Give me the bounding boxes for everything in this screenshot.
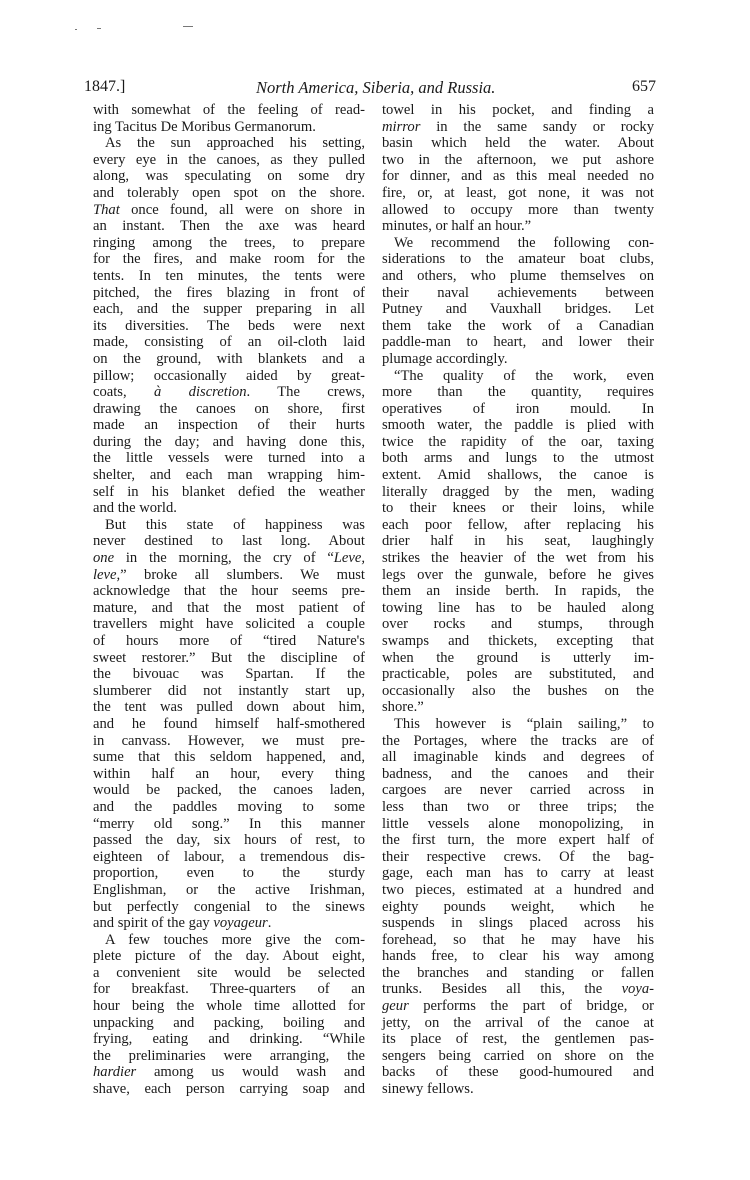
text-line: made, consisting of an oil-cloth laid <box>93 334 365 351</box>
text-line: eighteen of labour, a tremendous dis- <box>93 848 365 865</box>
text-line: two pieces, estimated at a hundred and <box>382 881 654 898</box>
text-line: sume that this seldom happened, and, <box>93 749 365 766</box>
text-line: That once found, all were on shore in <box>93 201 365 218</box>
text-line: twice the rapidity of the oar, taxing <box>382 433 654 450</box>
text-line: two in the afternoon, we put ashore <box>382 151 654 168</box>
text-line: sinewy fellows. <box>382 1081 474 1098</box>
text-line: paddle-man to heart, and lower their <box>382 334 654 351</box>
text-line: proportion, even to the sturdy <box>93 865 365 882</box>
text-line: literally dragged by the men, wading <box>382 483 654 500</box>
text-line: and tolerably open spot on the shore. <box>93 184 365 201</box>
text-line: the first turn, the more expert half of <box>382 832 654 849</box>
text-line: We recommend the following con- <box>394 234 654 251</box>
text-line: geur performs the part of bridge, or <box>382 998 654 1015</box>
text-line: when the ground is utterly im- <box>382 649 654 666</box>
text-line: coats, à discretion. The crews, <box>93 384 365 401</box>
text-line: minutes, or half an hour.” <box>382 218 532 235</box>
text-line: the little vessels were turned into a <box>93 450 365 467</box>
text-line: in canvass. However, we must pre- <box>93 732 365 749</box>
text-line: extent. Amid shallows, the canoe is <box>382 467 654 484</box>
text-line: and others, who plume themselves on <box>382 267 654 284</box>
text-line: Putney and Vauxhall bridges. Let <box>382 301 654 318</box>
text-line: its diversities. The beds were next <box>93 317 365 334</box>
text-line: cargoes are never carried across in <box>382 782 654 799</box>
text-line: ing Tacitus De Moribus Germanorum. <box>93 118 316 135</box>
text-line: smooth water, the paddle is plied with <box>382 417 654 434</box>
text-line: leve,” broke all slumbers. We must <box>93 566 365 583</box>
text-line: travellers might have solicited a couple <box>93 616 365 633</box>
text-line: eighty pounds weight, which he <box>382 898 654 915</box>
text-line: towel in his pocket, and finding a <box>382 102 654 118</box>
text-line: Englishman, or the active Irishman, <box>93 881 365 898</box>
text-line: of hours more of “tired Nature's <box>93 633 365 649</box>
text-line: their respective crews. Of the bag- <box>382 848 654 865</box>
text-line: occasionally also the bushes on the <box>382 682 654 699</box>
text-line: drier half in his seat, laughingly <box>382 533 654 550</box>
text-line: and the paddles moving to some <box>93 798 365 815</box>
text-line: mature, and that the most patient of <box>93 599 365 616</box>
text-line: hardier among us would wash and <box>93 1064 365 1081</box>
text-line: tents. In ten minutes, the tents were <box>93 267 365 284</box>
text-line: sengers being carried on shore on the <box>382 1047 654 1064</box>
text-line: mirror in the same sandy or rocky <box>382 118 654 135</box>
text-line: siderations to the amateur boat clubs, <box>382 251 654 268</box>
text-line: both arms and lungs to the utmost <box>382 450 654 467</box>
text-line: sweet restorer.” But the discipline of <box>93 649 365 666</box>
text-line: for the fires, and make room for the <box>93 251 365 268</box>
text-line: for breakfast. Three-quarters of an <box>93 981 365 998</box>
header-year: 1847.] <box>84 78 126 95</box>
text-line: “merry old song.” In this manner <box>93 815 365 832</box>
text-line: all imaginable kinds and degrees of <box>382 749 654 766</box>
text-line: As the sun approached his setting, <box>105 135 365 152</box>
right-column <box>382 102 654 1098</box>
text-line: allowed to occupy more than twenty <box>382 201 654 218</box>
text-line: to their knees or their loins, while <box>382 500 654 517</box>
text-line: practicable, poles are substituted, and <box>382 666 654 683</box>
text-line: one in the morning, the cry of “Leve, <box>93 550 365 567</box>
text-line: shore.” <box>382 699 424 716</box>
text-line: “The quality of the work, even <box>394 367 654 384</box>
text-line: slumberer did not instantly start up, <box>93 682 365 699</box>
text-line: every eye in the canoes, as they pulled <box>93 151 365 168</box>
text-line: its place of rest, the gentlemen pas- <box>382 1031 654 1048</box>
text-line: basin which held the water. About <box>382 135 654 152</box>
text-line: unpacking and packing, boiling and <box>93 1014 365 1031</box>
text-line: acknowledge that the hour seems pre- <box>93 583 365 600</box>
text-line: the bivouac was Spartan. If the <box>93 666 365 683</box>
text-line: little vessels alone monopolizing, in <box>382 815 654 832</box>
text-line: A few touches more give the com- <box>105 931 365 948</box>
text-line: pillow; occasionally aided by great- <box>93 367 365 384</box>
text-line: jetty, on the arrival of the canoe at <box>382 1014 654 1031</box>
text-line: frying, eating and drinking. “While <box>93 1031 365 1048</box>
text-line: a convenient site would be selected <box>93 964 365 981</box>
text-line: on the ground, with blankets and a <box>93 350 365 367</box>
text-line: and he found himself half-smothered <box>93 715 365 732</box>
text-line: passed the day, six hours of rest, to <box>93 832 365 849</box>
text-line: plete picture of the day. About eight, <box>93 948 365 965</box>
text-line: for dinner, and as this meal needed no <box>382 168 654 185</box>
text-line: but perfectly congenial to the sinews <box>93 898 365 915</box>
text-line: fire, or, at least, got none, it was not <box>382 184 654 201</box>
text-line: their naval achievements between <box>382 284 654 301</box>
text-line: them an inside berth. In rapids, the <box>382 583 654 600</box>
text-line: within half an hour, every thing <box>93 765 365 782</box>
text-line: badness, and the canoes and their <box>382 765 654 782</box>
text-line: plumage accordingly. <box>382 350 508 367</box>
text-line: over rocks and stumps, through <box>382 616 654 633</box>
text-line: This however is “plain sailing,” to <box>394 715 654 732</box>
text-line: each poor fellow, after replacing his <box>382 516 654 533</box>
text-line: the preliminaries were arranging, the <box>93 1047 365 1064</box>
text-line: strikes the heavier of the wet from his <box>382 550 654 567</box>
text-line: would be packed, the canoes laden, <box>93 782 365 799</box>
page-number: 657 <box>632 78 656 95</box>
text-line: during the day; and having done this, <box>93 433 365 450</box>
text-line: each, and the supper preparing in all <box>93 301 365 318</box>
text-line: and the world. <box>93 500 177 517</box>
text-line: backs of these good-humoured and <box>382 1064 654 1081</box>
header-title: North America, Siberia, and Russia. <box>256 78 496 97</box>
text-line: drawing the canoes on shore, first <box>93 400 365 417</box>
text-line: along, was speculating on some dry <box>93 168 365 185</box>
text-line: an instant. Then the axe was heard <box>93 218 365 235</box>
left-column <box>93 102 365 1098</box>
text-line: with somewhat of the feeling of read- <box>93 102 365 118</box>
text-line: self in his blanket defied the weather <box>93 483 365 500</box>
text-line: suspends in slings placed across his <box>382 915 654 932</box>
text-line: never destined to last long. About <box>93 533 365 550</box>
text-line: swamps and thickets, excepting that <box>382 633 654 649</box>
text-line: legs over the gunwale, before he gives <box>382 566 654 583</box>
text-line: less than two or three trips; the <box>382 798 654 815</box>
running-header <box>84 78 656 100</box>
text-line: trunks. Besides all this, the voya- <box>382 981 654 998</box>
text-line: shelter, and each man wrapping him- <box>93 467 365 484</box>
text-line: shave, each person carrying soap and <box>93 1081 365 1098</box>
text-line: the branches and standing or fallen <box>382 964 654 981</box>
text-line: forehead, so that he may have his <box>382 931 654 948</box>
text-line: towing line has to be hauled along <box>382 599 654 616</box>
text-line: pitched, the fires blazing in front of <box>93 284 365 301</box>
text-line: operatives of iron mould. In <box>382 400 654 417</box>
scan-specks <box>75 25 225 33</box>
text-line: and spirit of the gay voyageur. <box>93 915 272 932</box>
text-line: ringing among the trees, to prepare <box>93 234 365 251</box>
text-line: more than the quantity, requires <box>382 384 654 401</box>
text-line: gage, each man has to carry at least <box>382 865 654 882</box>
text-line: made an inspection of their hurts <box>93 417 365 434</box>
text-line: hour being the whole time allotted for <box>93 998 365 1015</box>
text-line: But this state of happiness was <box>105 516 365 533</box>
text-line: them take the work of a Canadian <box>382 317 654 334</box>
text-line: hands free, to clear his way among <box>382 948 654 965</box>
text-line: the tent was pulled down about him, <box>93 699 365 716</box>
text-line: the Portages, where the tracks are of <box>382 732 654 749</box>
